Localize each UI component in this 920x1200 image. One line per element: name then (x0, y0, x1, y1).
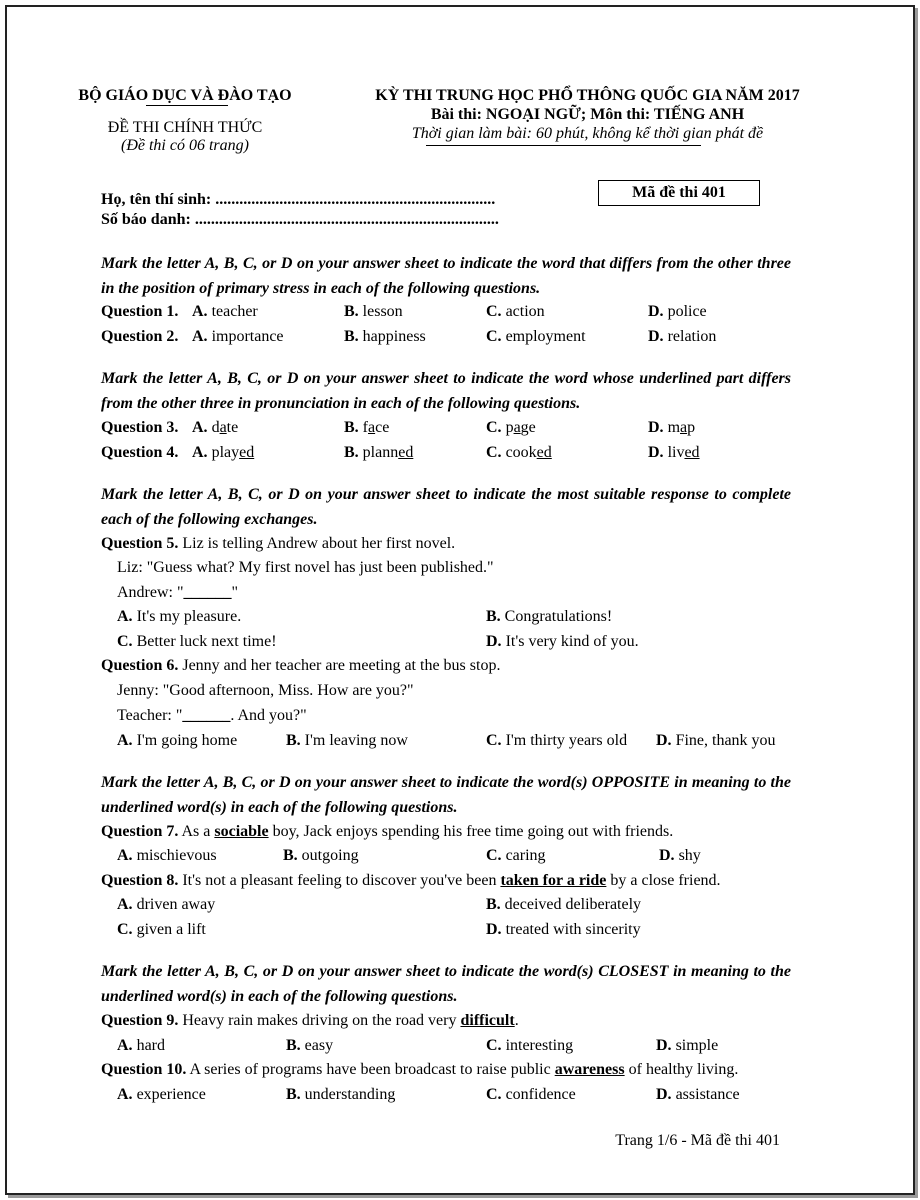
q5-option-a: A. It's my pleasure. (117, 608, 242, 625)
q5-dialogue-1: Liz: "Guess what? My first novel has just been published." (117, 559, 494, 576)
official-label: ĐỀ THI CHÍNH THỨC (107, 119, 263, 136)
page-footer: Trang 1/6 - Mã đề thi 401 (615, 1132, 780, 1149)
exam-time: Thời gian làm bài: 60 phút, không kể thời gian phát đề (411, 125, 764, 142)
q8-option-c: C. given a lift (117, 921, 206, 938)
q7-option-c: C. caring (486, 847, 546, 864)
q10-option-b: B. understanding (286, 1086, 396, 1103)
q5-option-b: B. Congratulations! (486, 608, 613, 625)
q7-option-b: B. outgoing (283, 847, 359, 864)
q8-option-a: A. driven away (117, 896, 216, 913)
q9-option-c: C. interesting (486, 1037, 574, 1054)
exam-time-underline (426, 145, 701, 146)
q6-option-a: A. I'm going home (117, 732, 238, 749)
q2-option-b: B. happiness (344, 328, 426, 345)
pages-note: (Đề thi có 06 trang) (121, 137, 249, 154)
section-3-instruction: Mark the letter A, B, C, or D on your answer sheet to indicate the most suitable response to complete each of the following exchanges. (101, 486, 791, 528)
q1-option-d: D. police (648, 303, 707, 320)
q4-option-c: C. cooked (486, 444, 552, 461)
q5-dialogue-2: Andrew: "______" (117, 584, 239, 601)
q3-option-c: C. page (486, 419, 536, 436)
q5-option-c: C. Better luck next time! (117, 633, 277, 650)
q3-label: Question 3. (101, 419, 179, 436)
q8-option-d: D. treated with sincerity (486, 921, 641, 938)
q6-dialogue-2: Teacher: "______. And you?" (117, 707, 307, 724)
q2-option-d: D. relation (648, 328, 717, 345)
candidate-name-label: Họ, tên thí sinh: ...................................................................... (101, 191, 496, 208)
q6-option-d: D. Fine, thank you (656, 732, 776, 749)
q4-option-a: A. played (192, 444, 255, 461)
q3-option-b: B. face (344, 419, 390, 436)
q1-option-b: B. lesson (344, 303, 403, 320)
q3-option-d: D. map (648, 419, 696, 436)
q7-stem: Question 7. As a sociable boy, Jack enjoys spending his free time going out with friends. (101, 823, 674, 840)
ministry-name: BỘ GIÁO DỤC VÀ ĐÀO TẠO (78, 87, 292, 104)
q7-option-d: D. shy (659, 847, 701, 864)
q5-option-d: D. It's very kind of you. (486, 633, 639, 650)
q6-stem: Question 6. Jenny and her teacher are meeting at the bus stop. (101, 657, 501, 674)
q10-option-c: C. confidence (486, 1086, 576, 1103)
q10-stem: Question 10. A series of programs have been broadcast to raise public awareness of healthy living. (101, 1061, 739, 1078)
q1-option-c: C. action (486, 303, 545, 320)
section-5-instruction: Mark the letter A, B, C, or D on your answer sheet to indicate the word(s) CLOSEST in meaning to the underlined word(s) in each of the following questions. (101, 963, 791, 1005)
q2-label: Question 2. (101, 328, 179, 345)
q1-option-a: A. teacher (192, 303, 258, 320)
section-4-instruction: Mark the letter A, B, C, or D on your answer sheet to indicate the word(s) OPPOSITE in meaning to the underlined word(s) in each of the following questions. (101, 774, 791, 816)
q10-option-d: D. assistance (656, 1086, 740, 1103)
q6-option-b: B. I'm leaving now (286, 732, 408, 749)
candidate-id-label: Số báo danh: ............................................................................ (101, 211, 499, 228)
q2-option-a: A. importance (192, 328, 284, 345)
q8-option-b: B. deceived deliberately (486, 896, 642, 913)
q6-dialogue-1: Jenny: "Good afternoon, Miss. How are you?" (117, 682, 414, 699)
section-1-instruction: Mark the letter A, B, C, or D on your answer sheet to indicate the word that differs from the other three in the position of primary stress in each of the following questions. (101, 255, 791, 297)
q10-option-a: A. experience (117, 1086, 206, 1103)
exam-code-box: Mã đề thi 401 (598, 180, 760, 206)
ministry-underline (146, 105, 228, 106)
q9-option-d: D. simple (656, 1037, 719, 1054)
section-2-instruction: Mark the letter A, B, C, or D on your answer sheet to indicate the word whose underlined part differs from the other three in pronunciation in each of the following questions. (101, 370, 791, 412)
q3-option-a: A. date (192, 419, 239, 436)
q2-option-c: C. employment (486, 328, 586, 345)
q4-option-d: D. lived (648, 444, 700, 461)
q1-label: Question 1. (101, 303, 179, 320)
q4-option-b: B. planned (344, 444, 414, 461)
q6-option-c: C. I'm thirty years old (486, 732, 628, 749)
q9-stem: Question 9. Heavy rain makes driving on the road very difficult. (101, 1012, 519, 1029)
q7-option-a: A. mischievous (117, 847, 217, 864)
exam-name: KỲ THI TRUNG HỌC PHỔ THÔNG QUỐC GIA NĂM 2017 (375, 87, 800, 104)
q8-stem: Question 8. It's not a pleasant feeling to discover you've been taken for a ride by a close friend. (101, 872, 721, 889)
q5-stem: Question 5. Liz is telling Andrew about her first novel. (101, 535, 456, 552)
exam-subject: Bài thi: NGOẠI NGỮ; Môn thi: TIẾNG ANH (430, 106, 745, 123)
q9-option-a: A. hard (117, 1037, 165, 1054)
q9-option-b: B. easy (286, 1037, 334, 1054)
q4-label: Question 4. (101, 444, 179, 461)
